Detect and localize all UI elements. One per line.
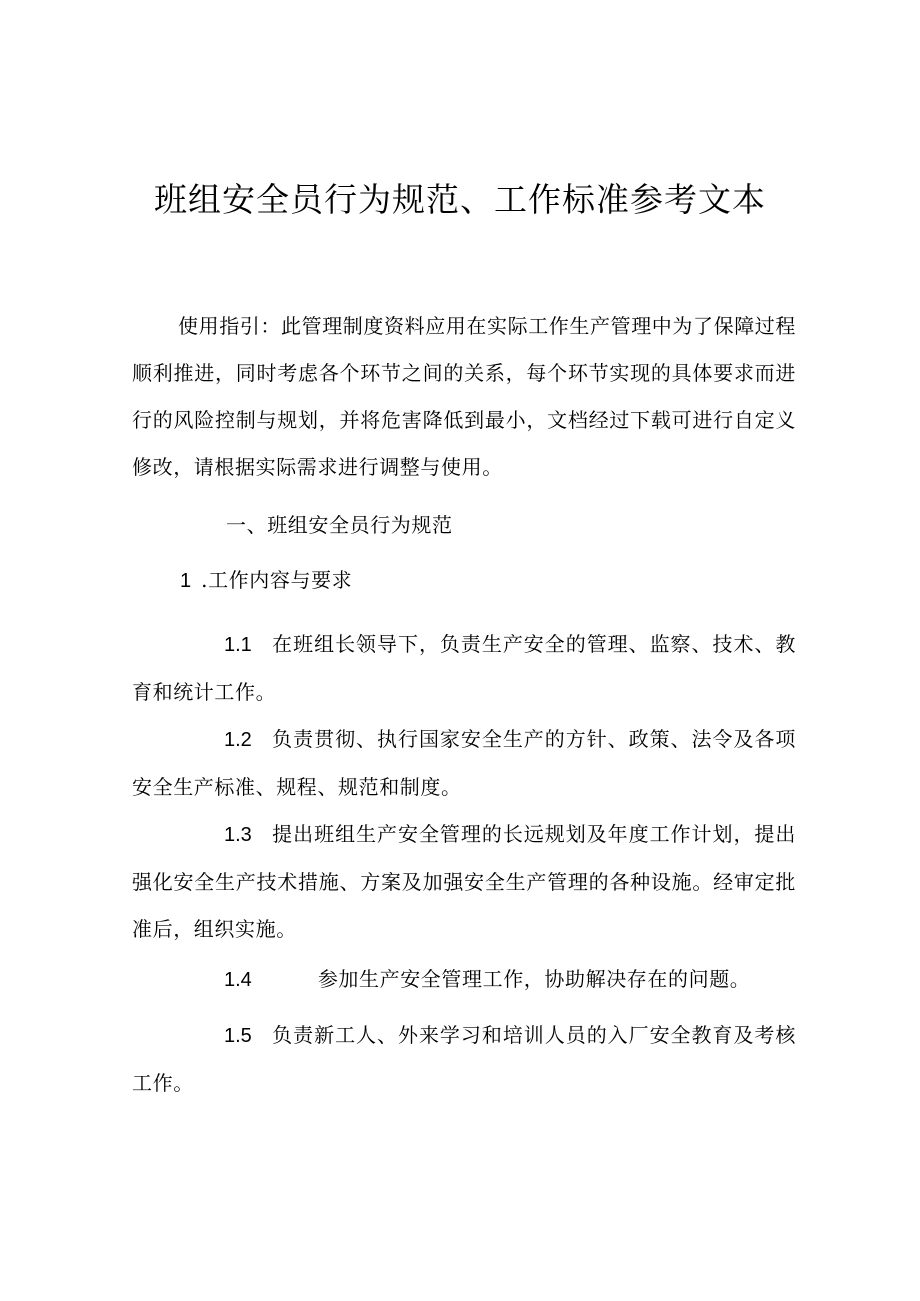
subsection-heading [180,565,352,596]
usage-guide-paragraph: 使用指引：此管理制度资料应用在实际工作生产管理中为了保障过程顺利推进，同时考虑各个环节之间的关系，每个环节实现的具体要求而进行的风险控制与规划，并将危害降低到最小，文档经过下载可进行自定义修改，请根据实际需求进行调整与使用。 [132,314,796,479]
item-1-2 [132,716,796,811]
item-number: 1.2 [224,729,252,751]
section-heading: 一、班组安全员行为规范 [226,513,453,537]
subsection-label: .工作内容与要求 [201,568,353,592]
document-title: 班组安全员行为规范、工作标准参考文本 [154,180,766,219]
item-number: 1.3 [224,824,252,846]
subsection-number: 1 [180,570,192,592]
item-text: 负责新工人、外来学习和培训人员的入厂安全教育及考核工作。 [132,1023,796,1095]
item-number: 1.1 [224,634,252,656]
item-text: 在班组长领导下，负责生产安全的管理、监察、技术、教育和统计工作。 [132,632,796,704]
item-1-5 [132,1012,796,1107]
item-1-3 [132,811,796,953]
item-1-1 [132,621,796,716]
item-text: 参加生产安全管理工作，协助解决存在的问题。 [317,967,751,991]
item-text: 提出班组生产安全管理的长远规划及年度工作计划，提出强化安全生产技术措施、方案及加强安全生产管理的各种设施。经审定批准后，组织实施。 [132,822,796,941]
item-number: 1.5 [224,1025,252,1047]
item-number: 1.4 [224,969,252,991]
item-1-4 [132,956,796,1004]
item-text: 负责贯彻、执行国家安全生产的方针、政策、法令及各项安全生产标准、规程、规范和制度。 [132,727,796,799]
